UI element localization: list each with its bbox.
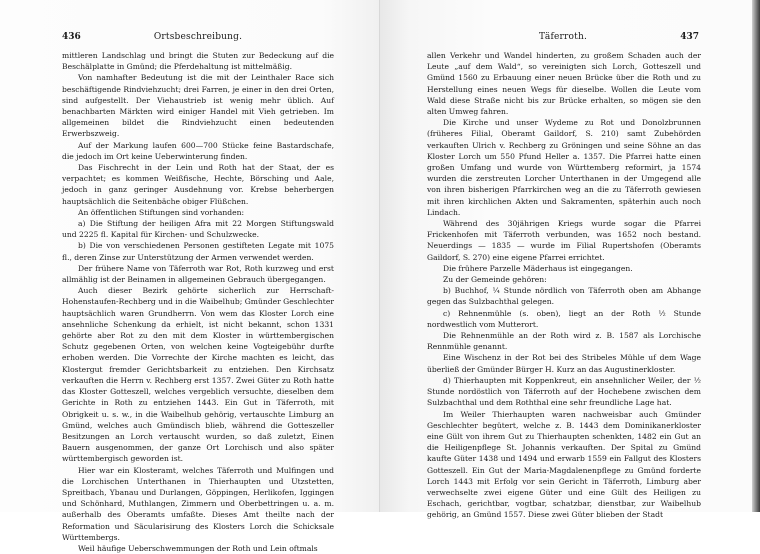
- paragraph: b) Die von verschiedenen Personen gestifteten Legate mit 1075 fl., deren Zinse zur Unterstützung der Armen verwendet werden.: [62, 241, 334, 262]
- page-number: 436: [62, 32, 81, 42]
- paragraph: Eine Wischenz in der Rot bei des Stribeles Mühle uf dem Wage überließ der Gmünder Bürger H. Kurz an das Augustinerkloster.: [427, 353, 701, 374]
- book-edge-shadow: [752, 0, 760, 512]
- left-page-body: [62, 50, 334, 554]
- paragraph: a) Die Stiftung der heiligen Afra mit 22 Morgen Stiftungswald und 2225 fl. Kapital für Kirchen- und Schulzwecke.: [62, 219, 334, 240]
- paragraph: Auf der Markung laufen 600—700 Stücke feine Bastardschafe, die jedoch im Ort keine Ueberwinterung finden.: [62, 140, 334, 161]
- paragraph: An öffentlichen Stiftungen sind vorhanden:: [78, 207, 245, 217]
- paragraph: Die Kirche und unser Wydeme zu Rot und Donolzbrunnen (früheres Filial, Oberamt Gaildorf, S. 210) samt Zubehörden verkauften Ulrich v. Rechberg zu Gröningen und seine Söhne an das Kloster Lorch um 550 Pfund Heller a. 1357. Die Pfarrei hatte einen großen Umfang und wurde von Württemberg reformirt, ja 1574 wurden die zerstreuten Lorcher Unterthanen in der Umgegend alle von ihren bisherigen Pfarrkirchen weg an die zu Täferroth gewiesen mit ihren kirchlichen Akten und Sakramenten, späterhin auch noch Lindach.: [427, 118, 701, 217]
- paragraph: Zu der Gemeinde gehören:: [443, 275, 547, 285]
- paragraph: Auch dieser Bezirk gehörte sicherlich zur Herrschaft-Hohenstaufen-Rechberg und in die Waibelhub; Gmünder Geschlechter hauptsächlich waren Grundherrn. Von wem das Kloster Lorch eine ansehnliche Schenkung da erhielt, ist nicht bekannt, schon 1331 gehörte aber Rot zu den mit dem Kloster in württembergischen Schutz gegebenen Orten, von welchen keine Vogteigebühr durfte erhoben werden. Die Vorrechte der Kirche machten es leicht, das Klostergut fremder Gerichtsbarkeit zu entziehen. Den Kirchsatz verkauften die Herrn v. Rechberg erst 1357. Zwei Güter zu Roth hatte das Kloster Gotteszell, welches vergeblich versuchte, dieselben dem Gerichte in Roth zu entziehen 1443. Ein Gut in Täferroth, mit Obrigkeit u. s. w., in die Waibelhub gehörig, vertauschte Limburg an Gmünd, welches auch Gmündisch blieb, während die Gotteszeller Besitzungen an Lorch vertauscht wurden, so daß zuletzt, Einen Bauern ausgenommen, der ganze Ort Lorchisch und also später württembergisch geworden ist.: [62, 286, 334, 464]
- right-page-body: [427, 50, 701, 521]
- paragraph: c) Rehnenmühle (s. oben), liegt an der Roth ½ Stunde nordwestlich vom Mutterort.: [427, 308, 701, 329]
- right-page-header: [427, 32, 699, 46]
- right-page: [380, 0, 752, 520]
- paragraph: Hier war ein Klosteramt, welches Täferroth und Mulfingen und die Lorchischen Unterthanen in Thierhaupten und Utzstetten, Spreitbach, Ybanau und Durlangen, Göppingen, Herlikofen, Iggingen und Schönhard, Muthlangen, Zimmern und Oberbettringen u. a. m. außerhalb des Oberamts umfaßte. Dieses Amt theilte nach der Reformation und Säcularisirung des Klosters Lorch die Schicksale Württembergs.: [62, 465, 334, 542]
- paragraph: Die Rehnenmühle an der Roth wird z. B. 1587 als Lorchische Rennmühle genannt.: [427, 331, 701, 352]
- paragraph: Im Weiler Thierhaupten waren nachweisbar auch Gmünder Geschlechter begütert, welche z. B. 1443 dem Dominikanerkloster eine Gült von ihrem Gut zu Thierhaupten schenkten, 1482 ein Gut an die Heiligenpflege St. Johannis verkauften. Der Spital zu Gmünd kaufte Güter 1438 und 1494 und erwarb 1559 ein Fallgut des Klosters Gotteszell. Ein Gut der Maria-Magdalenenpflege zu Gmünd forderte Lorch 1443 mit Erfolg vor sein Gericht in Täferroth, Limburg aber verwechselte zwei eigene Güter und eine Gült des Heiligen zu Eschach, gerichtbar, vogtbar, schatzbar, dienstbar, zur Waibelhub gehörig, an Gmünd 1557. Diese zwei Güter blieben der Stadt: [427, 409, 701, 520]
- left-page-header: [62, 32, 334, 46]
- paragraph: d) Thierhaupten mit Koppenkreut, ein ansehnlicher Weiler, der ½ Stunde nordöstlich von Täferroth auf der Hochebene zwischen dem Sulzbachthal und dem Roththal eine sehr freundliche Lage hat.: [427, 375, 701, 408]
- left-page: [0, 0, 380, 553]
- paragraph: Der frühere Name von Täferroth war Rot, Roth kurzweg und erst allmählig ist der Beinamen in allgemeinen Gebrauch übergegangen.: [62, 263, 334, 285]
- paragraph: Die frühere Parzelle Mäderhaus ist eingegangen.: [443, 263, 633, 273]
- running-title: Ortsbeschreibung.: [153, 32, 243, 42]
- paragraph: Von namhafter Bedeutung ist die mit der Leinthaler Race sich beschäftigende Rindviehzucht; drei Farren, je einer in den drei Orten, sind aufgestellt. Der Viehaustrieb ist wenig mehr üblich. Auf benachbarten Märkten wird einiger Handel mit Vieh getrieben. Im allgemeinen bildet die Rindviehzucht einen bedeutenden Erwerbszweig.: [62, 73, 334, 139]
- running-title: Täferroth.: [538, 32, 588, 42]
- paragraph: Während des 30jährigen Kriegs wurde sogar die Pfarrei Frickenhofen mit Täferroth verbunden, was 1652 noch bestand. Neuerdings — 1835 — wurde im Filial Rupertshofen (Oberamts Gaildorf, S. 270) eine eigene Pfarrei errichtet.: [427, 219, 701, 262]
- paragraph: b) Buchhof, ¼ Stunde nördlich von Täferroth oben am Abhange gegen das Sulzbachthal gelegen.: [427, 286, 701, 307]
- page-number: 437: [680, 32, 699, 42]
- paragraph: mittleren Landschlag und bringt die Stuten zur Bedeckung auf die Beschälplatte in Gmünd; die Pferdehaltung ist mittelmäßig.: [62, 51, 334, 72]
- paragraph: Weil häufige Ueberschwemmungen der Roth und Lein oftmals: [78, 543, 318, 553]
- paragraph: allen Verkehr und Wandel hinderten, zu großem Schaden auch der Leute „auf dem Wald“, so vereinigten sich Lorch, Gotteszell und Gmünd 1560 zu Erbauung einer neuen Brücke über die Roth und zu Herstellung eines neuen Wegs für dieselbe. Wollen die Leute vom Wald diese Straße nicht bis zur Brücke erhalten, so mögen sie den alten Umweg fahren.: [427, 51, 701, 117]
- paragraph: Das Fischrecht in der Lein und Roth hat der Staat, der es verpachtet; es kommen Weißfische, Hechte, Börsching und Aale, jedoch in ganz geringer Ausdehnung vor. Krebse beherbergen hauptsächlich die Seitenbäche obiger Flüßchen.: [62, 163, 334, 206]
